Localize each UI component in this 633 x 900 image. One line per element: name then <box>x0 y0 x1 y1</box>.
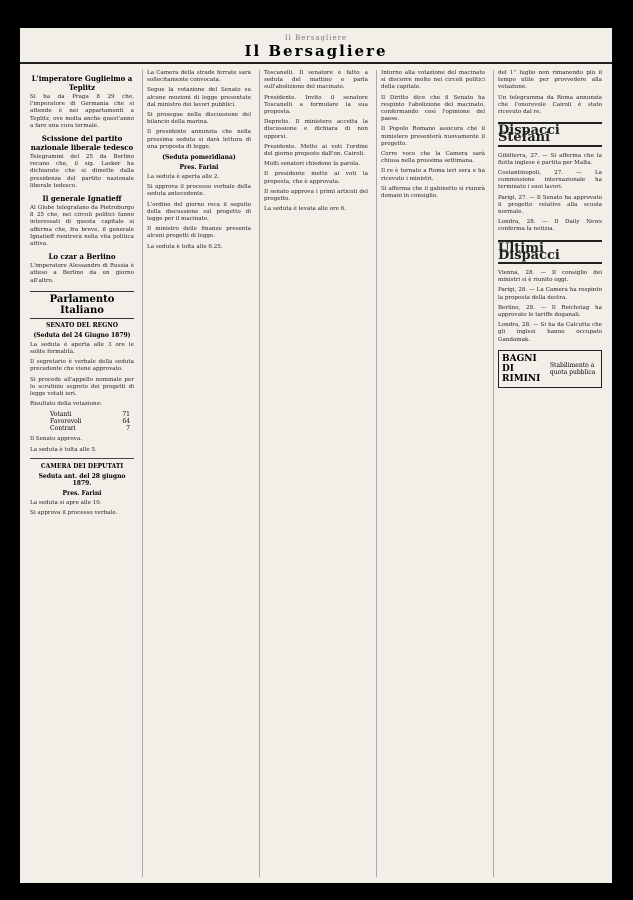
paragraph: Si ha da Praga 8 29 che, l'imperatore di Germania che si attende è nei appartamenti a Teplitz, ove molta anche quest'anno a fare una cura termale. <box>30 94 134 129</box>
section-title: Parlamento Italiano <box>30 291 134 319</box>
paragraph: del 1° luglio non rimanendo più il tempo utile per provvedere alla votazione. <box>498 70 602 91</box>
paragraph: Un telegramma da Roma annunzia che l'onorevole Cairoli è stato ricevuto dal re. <box>498 94 602 116</box>
votes-title: Risultato della votazione: <box>30 401 102 408</box>
paragraph: Berlino, 28. — Il Reichstag ha approvato le tariffe doganali. <box>498 304 602 319</box>
paragraph: Intorno alla votazione del macinato si discorre molto nei circoli politici della capitale. <box>381 70 485 91</box>
paragraph: Il senato approva i primi articoli del progetto. <box>264 188 368 203</box>
section-title: Ultimi Dispacci <box>498 240 602 264</box>
paragraph: Segue la votazione del Senato su alcune mozioni di legge presentate dal ministro dei lavori pubblici. <box>147 87 251 108</box>
advertisement <box>498 350 602 388</box>
paragraph: Presidente. Invito il senatore Toscanelli a formulare la sua proposta. <box>264 94 368 116</box>
column-4 <box>376 70 489 877</box>
paragraph: Il Popolo Romano assicura che il ministero presenterà nuovamente il progetto. <box>381 126 485 147</box>
paragraph: L'ordine del giorno reca il seguito della discussione sul progetto di legge per il macinato. <box>147 201 251 223</box>
paragraph: Telegrammi del 25 da Berlino recano che, il sig. Lasker ha dichiarato che si dimette dalla presidenza del partito nazionale liberale tedesco. <box>30 154 134 189</box>
paragraph: Depretis. Il ministero accetta la discussione e dichiara di non opporsi. <box>264 119 368 140</box>
paragraph: Si afferma che il gabinetto si riunirà domani in consiglio. <box>381 185 485 200</box>
paragraph: Si approva il processo verbale. <box>30 510 118 517</box>
paragraph: Costantinopoli, 27. — La commissione internazionale ha terminato i suoi lavori. <box>498 170 602 191</box>
masthead-super: Il Bersagliere <box>284 34 348 42</box>
section-title: Dispacci Stefani <box>498 122 602 146</box>
date: (Seduta del 24 Giugno 1879) <box>33 331 131 339</box>
paragraph: Parigi, 28. — La Camera ha respinto la proposta della destra. <box>498 287 602 301</box>
paragraph: Il presidente mette ai voti la proposta, che è approvata. <box>264 171 368 185</box>
ad-subtitle: Stabilimento a quota pubblica <box>549 361 596 376</box>
ad-title: BAGNI DI RIMINI <box>502 353 541 384</box>
column-1 <box>26 70 138 877</box>
column-2 <box>142 70 255 877</box>
paragraph: Molti senatori chiedono la parola. <box>264 161 360 168</box>
paragraph: Parigi, 27. — Il Senato ha approvato il progetto relativo alla scuola normale. <box>498 194 602 216</box>
heading: Scissione del partito nazionale liberale tedesco <box>30 134 134 153</box>
paragraph: Si approva il processo verbale della seduta antecedente. <box>147 184 251 198</box>
president: Pres. Farini <box>179 164 219 172</box>
paragraph: Gibilterra, 27. — Si afferma che la flotta inglese è partita per Malta. <box>498 152 602 166</box>
vote-row: Contrari 7 <box>50 425 130 433</box>
paragraph: Si procede all'appello nominale per lo scrutinio segreto dei progetti di legge votati ieri. <box>30 376 134 398</box>
paragraph: Il Diritto dice che il Senato ha respinto l'abolizione del macinato, confermando così l'opinione del paese. <box>381 94 485 123</box>
subheading: CAMERA DEI DEPUTATI <box>40 462 124 470</box>
date: Seduta ant. del 28 giugno 1879. <box>38 472 126 487</box>
paragraph: Il re è tornato a Roma ieri sera e ha ricevuto i ministri. <box>381 168 485 182</box>
subheading: SENATO DEL REGNO <box>46 321 118 329</box>
president: Pres. Farini <box>62 489 102 497</box>
paragraph: Londra, 28. — Si ha da Calcutta che gli inglesi hanno occupato Gandamak. <box>498 322 602 343</box>
masthead-title: Il Bersagliere <box>244 42 388 60</box>
paragraph: Toscanelli. Il senatore è fatto a seduta del mattino e parla sull'abolizione del macinato. <box>264 70 368 91</box>
paragraph: Il segretario è verbale della seduta precedente che viene approvato. <box>30 359 134 373</box>
vote-row: Favorevoli 64 <box>50 418 130 426</box>
paragraph: La seduta si apre alle 10. <box>30 499 102 506</box>
paragraph: Il presidente annunzia che nella prossima seduta si darà lettura di una proposta di legge. <box>147 129 251 150</box>
subheading: (Seduta pomeridiana) <box>162 154 236 162</box>
paragraph: Vienna, 28. — Il consiglio dei ministri si è riunito oggi. <box>498 270 602 284</box>
paragraph: L'imperatore Alessandro di Russia è atteso a Berlino da un giorno all'altro. <box>30 263 134 284</box>
masthead <box>20 34 612 64</box>
paragraph: Presidente. Metto ai voti l'ordine del giorno proposto dall'on. Cairoli. <box>264 143 368 158</box>
paragraph: La seduta è tolta alle 6.25. <box>147 243 223 250</box>
divider <box>30 458 134 459</box>
paragraph: La seduta è aperta alle 2. <box>147 174 220 181</box>
heading: L'imperatore Guglielmo a Teplitz <box>31 74 133 92</box>
paragraph: La seduta è tolta alle 5. <box>30 446 97 453</box>
columns <box>26 70 606 877</box>
paragraph: Il Senato approva. <box>30 436 83 443</box>
newspaper-page <box>20 28 612 883</box>
paragraph: Si prosegue nella discussione del bilancio della marina. <box>147 112 251 126</box>
paragraph: La Camera della strade ferrate sarà sollecitamente convocata. <box>147 70 251 84</box>
paragraph: Il ministro delle finanze presenta alcuni progetti di legge. <box>147 226 251 240</box>
paragraph: Londra, 28. — Il Daily News conferma la notizia. <box>498 219 602 233</box>
column-5 <box>493 70 606 877</box>
vote-row: Votanti 71 <box>50 411 130 419</box>
paragraph: Corre voce che la Camera sarà chiusa nella prossima settimana. <box>381 151 485 165</box>
paragraph: La seduta è aperta alle 3 ore le solite formalità. <box>30 341 134 356</box>
column-3 <box>259 70 372 877</box>
heading: Lo czar a Berlino <box>48 252 116 262</box>
paragraph: Al Globe telegrafano da Pietroburgo 8 25 che, nei circoli politici fanno interessati di questa capitale si afferma che, fra breve, il generale Ignatieff rientrerà nella vita politica attiva. <box>30 205 134 248</box>
heading: Il generale Ignatieff <box>42 194 122 204</box>
votes-table <box>50 411 134 432</box>
paragraph: La seduta è levata alle ore 6. <box>264 206 347 213</box>
